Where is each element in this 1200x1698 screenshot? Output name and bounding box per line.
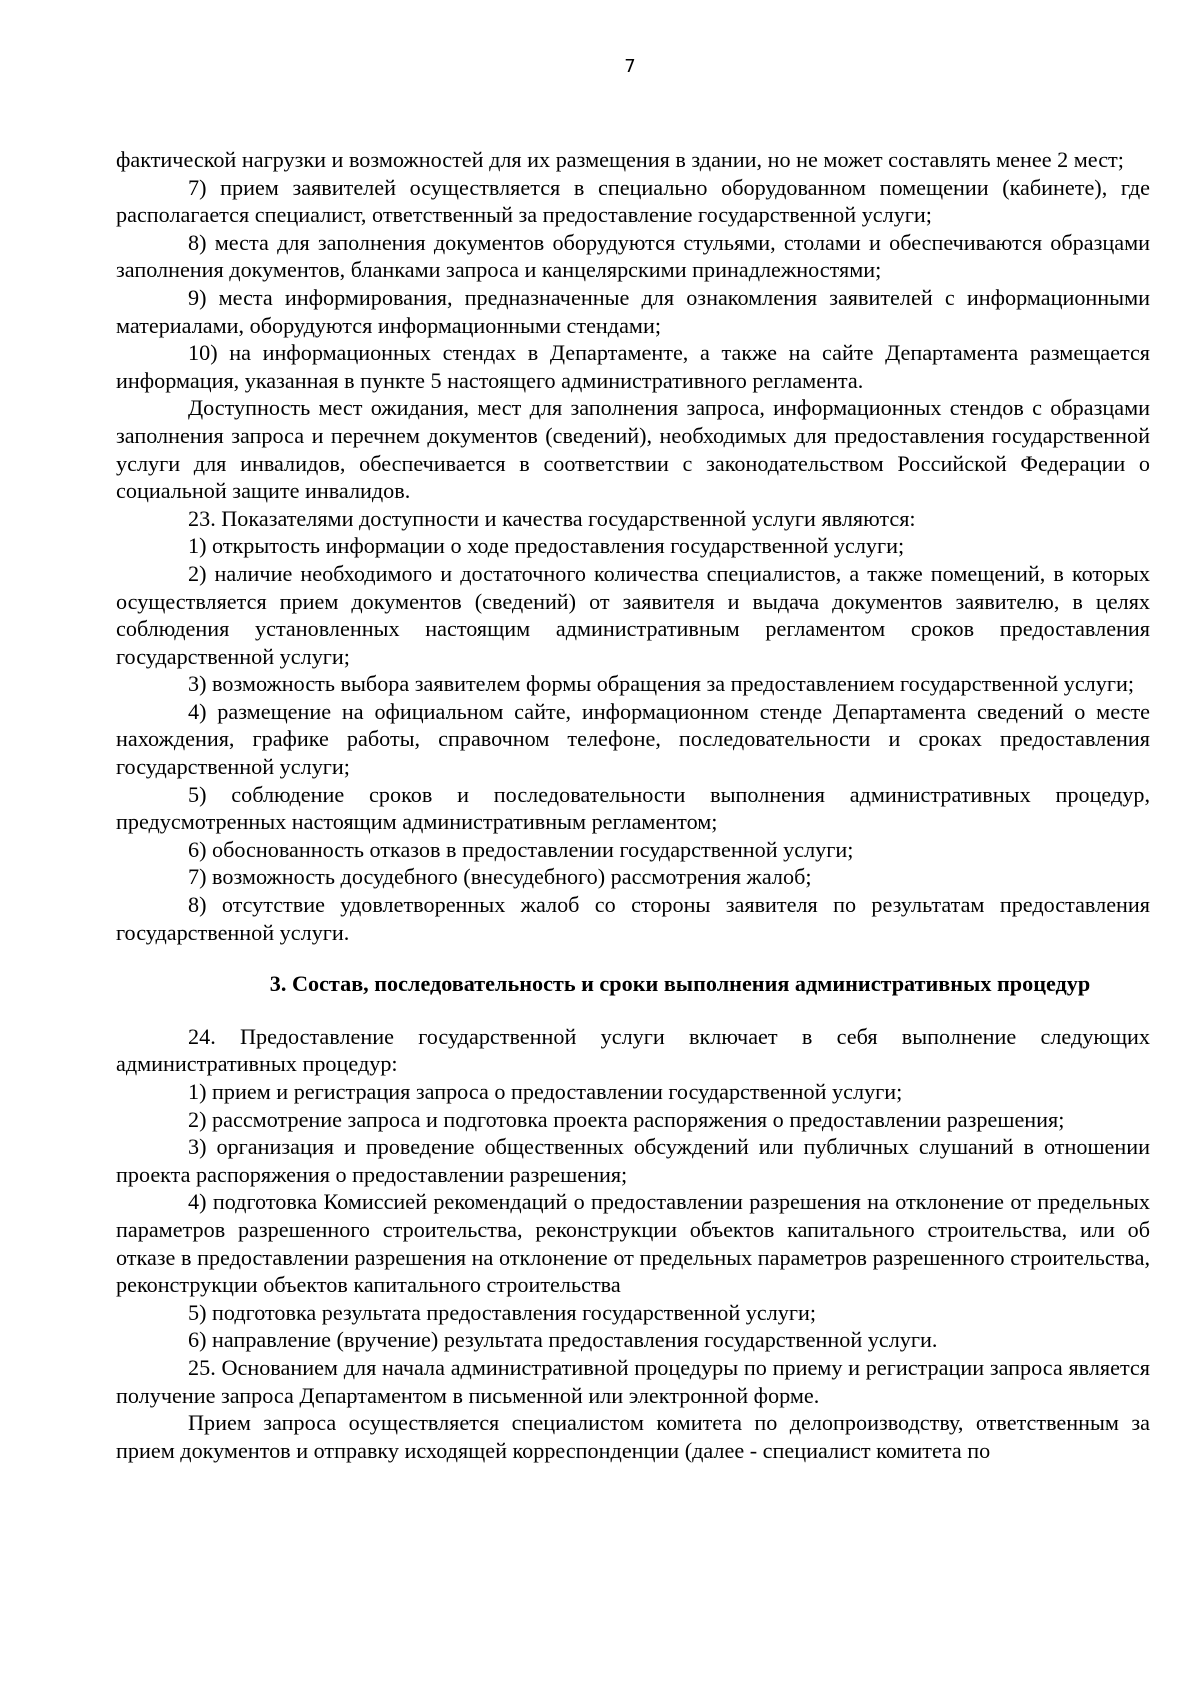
paragraph: 7) возможность досудебного (внесудебного) рассмотрения жалоб; (188, 864, 812, 890)
paragraph: 4) подготовка Комиссией рекомендаций о предоставлении разрешения на отклонение от предельных параметров разрешенного строительства, реконструкции объектов капитального строительства, или об отказе в предоставлении разрешения на отклонение от предельных параметров разрешенного строительства, реконструкции объектов капитального строительства (116, 1189, 1150, 1298)
paragraph: 2) рассмотрение запроса и подготовка проекта распоряжения о предоставлении разрешения; (188, 1106, 1065, 1132)
paragraph: 9) места информирования, предназначенные для ознакомления заявителей с информационными материалами, оборудуются информационными стендами; (116, 284, 1150, 338)
paragraph: 1) прием и регистрация запроса о предоставлении государственной услуги; (188, 1079, 903, 1104)
paragraph: 23. Показателями доступности и качества государственной услуги являются: (188, 505, 916, 531)
paragraph: 8) места для заполнения документов оборудуются стульями, столами и обеспечиваются образцами заполнения документов, бланками запроса и канцелярскими принадлежностями; (116, 229, 1150, 283)
page-number: 7 (624, 56, 636, 77)
paragraph: 6) направление (вручение) результата предоставления государственной услуги. (188, 1327, 938, 1353)
paragraph: 3) организация и проведение общественных обсуждений или публичных слушаний в отношении проекта распоряжения о предоставлении разрешения; (116, 1134, 1150, 1187)
section-heading: 3. Состав, последовательность и сроки выполнения административных процедур (269, 971, 1091, 997)
paragraph: 3) возможность выбора заявителем формы обращения за предоставлением государственной услуги; (188, 671, 1134, 697)
paragraph: 24. Предоставление государственной услуги включает в себя выполнение следующих административных процедур: (116, 1023, 1150, 1077)
paragraph: 1) открытость информации о ходе предоставления государственной услуги; (188, 533, 905, 559)
paragraph: 2) наличие необходимого и достаточного количества специалистов, а также помещений, в которых осуществляется прием документов (сведений) от заявителя и выдача документов заявителю, в целях соблюдения установленных настоящим административным регламентом сроков предоставления государственной услуги; (116, 560, 1150, 669)
paragraph: 8) отсутствие удовлетворенных жалоб со стороны заявителя по результатам предоставления государственной услуги. (116, 892, 1150, 945)
paragraph: 7) прием заявителей осуществляется в специально оборудованном помещении (кабинете), где располагается специалист, ответственный за предоставление государственной услуги; (116, 174, 1150, 228)
paragraph: 10) на информационных стендах в Департаменте, а также на сайте Департамента размещается информация, указанная в пункте 5 настоящего административного регламента. (116, 340, 1150, 393)
paragraph: фактической нагрузки и возможностей для их размещения в здании, но не может составлять менее 2 мест; (116, 147, 1124, 172)
paragraph: 5) подготовка результата предоставления государственной услуги; (188, 1299, 817, 1325)
paragraph: 6) обоснованность отказов в предоставлении государственной услуги; (188, 836, 854, 862)
paragraph: 25. Основанием для начала административной процедуры по приему и регистрации запроса является получение запроса Департаментом в письменной или электронной форме. (116, 1354, 1150, 1408)
paragraph: Доступность мест ожидания, мест для заполнения запроса, информационных стендов с образцами заполнения запроса и перечнем документов (сведений), необходимых для предоставления государственной услуги для инвалидов, обеспечивается в соответствии с законодательством Российской Федерации о социальной защите инвалидов. (116, 395, 1150, 504)
paragraph: 4) размещение на официальном сайте, информационном стенде Департамента сведений о месте нахождения, графике работы, справочном телефоне, последовательности и сроках предоставления государственной услуги; (116, 698, 1150, 780)
paragraph: Прием запроса осуществляется специалистом комитета по делопроизводству, ответственным за прием документов и отправку исходящей корреспонденции (далее - специалист комитета по (116, 1410, 1150, 1463)
paragraph: 5) соблюдение сроков и последовательности выполнения административных процедур, предусмотренных настоящим административным регламентом; (116, 781, 1150, 835)
document-body (116, 146, 1150, 1464)
